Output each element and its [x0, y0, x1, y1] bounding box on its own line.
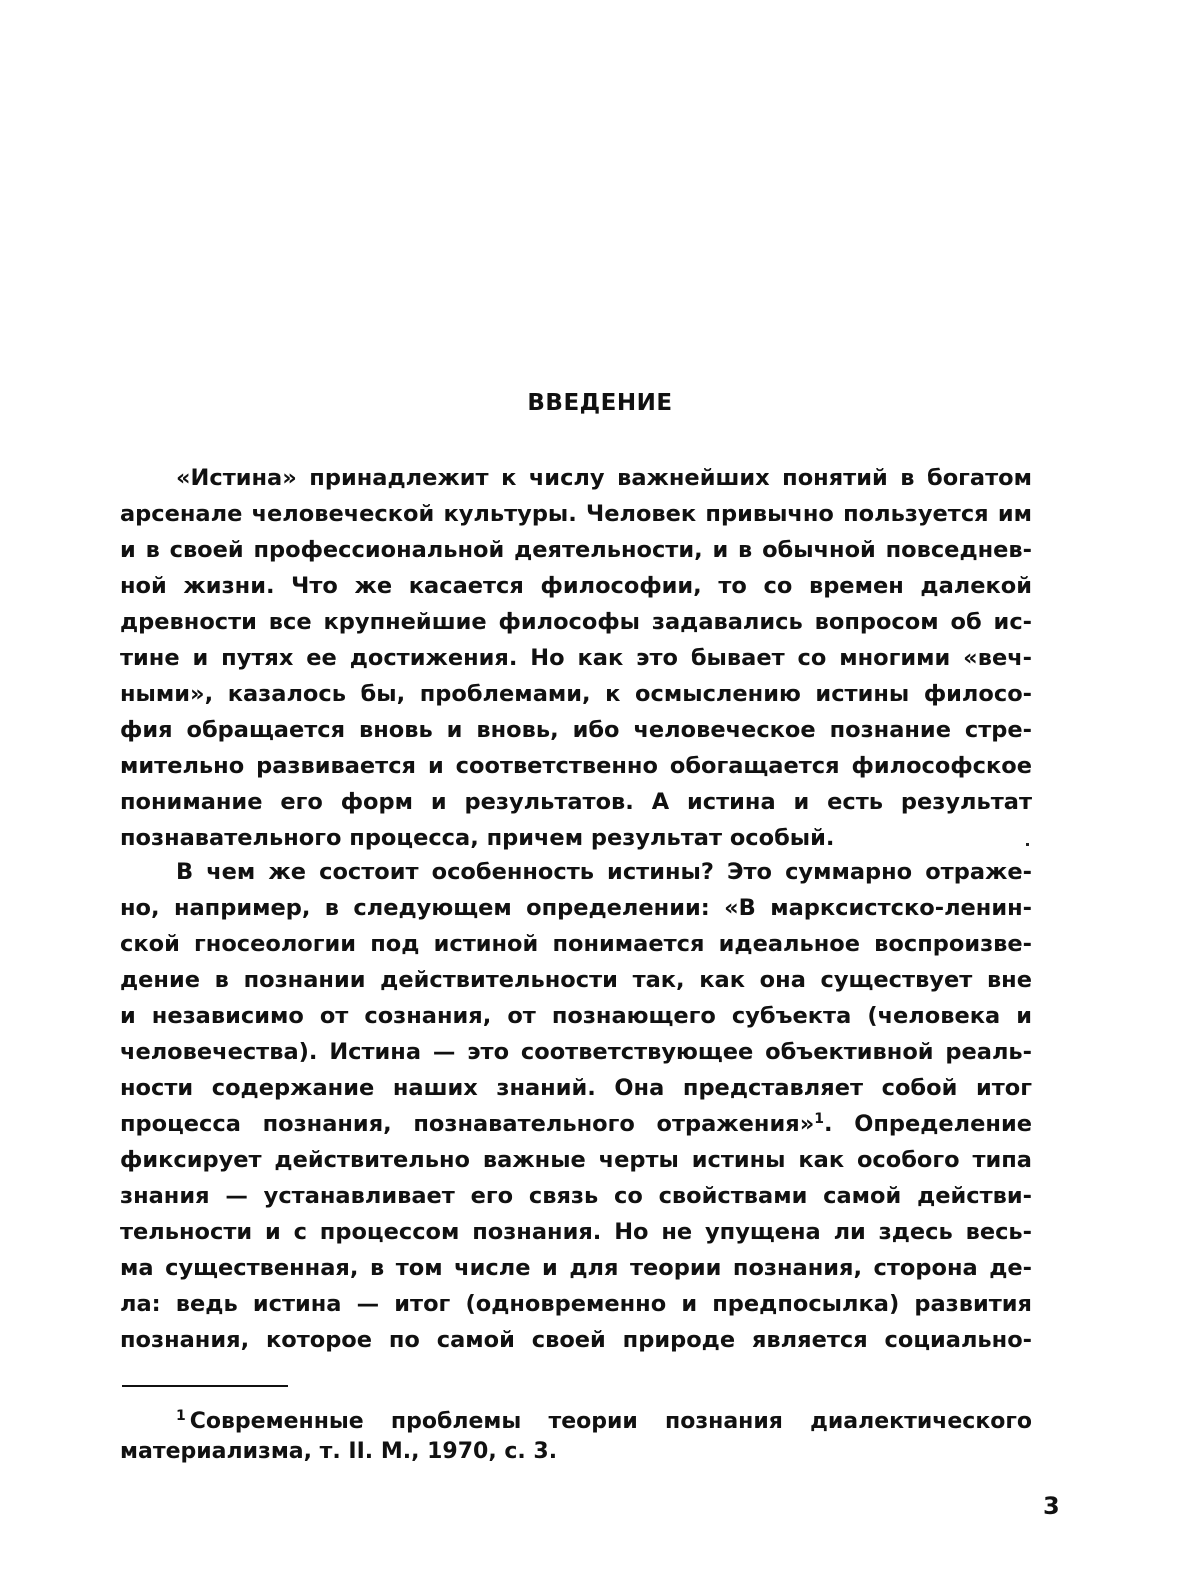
text-line: древности все крупнейшие философы задавались вопросом об ис- — [120, 609, 1032, 635]
text-line: и независимо от сознания, от познающего субъекта (человека и — [120, 1003, 1032, 1029]
text-line: «Истина» принадлежит к числу важнейших понятий в богатом — [176, 465, 1032, 491]
text-line: знания — устанавливает его связь со свойствами самой действи- — [120, 1183, 1032, 1209]
print-speck — [1026, 843, 1029, 846]
text-line: понимание его форм и результатов. А истина и есть результат — [120, 789, 1032, 815]
footnote-separator — [122, 1385, 288, 1387]
text-line: ности содержание наших знаний. Она представляет собой итог — [120, 1075, 1032, 1101]
footnote-text: Современные проблемы теории познания диалектического — [189, 1409, 1032, 1434]
text-line: ской гносеологии под истиной понимается идеальное воспроизве- — [120, 931, 1032, 957]
text-line: В чем же состоит особенность истины? Это суммарно отраже- — [176, 859, 1032, 885]
text-line: мительно развивается и соответственно обогащается философское — [120, 753, 1032, 779]
text-line: ма существенная, в том числе и для теории познания, сторона де- — [120, 1255, 1032, 1281]
text-line: познания, которое по самой своей природе является социально- — [120, 1327, 1032, 1353]
text-line: человечества). Истина — это соответствующее объективной реаль- — [120, 1039, 1032, 1065]
footnote-line: материализма, т. II. М., 1970, с. 3. — [120, 1439, 558, 1464]
text-line: фия обращается вновь и вновь, ибо человеческое познание стре- — [120, 717, 1032, 743]
text-line: ла: ведь истина — итог (одновременно и предпосылка) развития — [120, 1291, 1032, 1317]
text-line-with-footnote — [120, 1109, 1032, 1139]
page-number: 3 — [1043, 1492, 1060, 1520]
chapter-heading: ВВЕДЕНИЕ — [527, 390, 673, 416]
footnote-mark: 1 — [176, 1408, 186, 1424]
text-segment: . Определение — [823, 1111, 1032, 1137]
text-segment: процесса познания, познавательного отражения» — [120, 1111, 815, 1137]
text-line: тельности и с процессом познания. Но не упущена ли здесь весь- — [120, 1219, 1032, 1245]
text-line: фиксирует действительно важные черты истины как особого типа — [120, 1147, 1032, 1173]
text-line: познавательного процесса, причем результат особый. — [120, 825, 835, 851]
text-line: дение в познании действительности так, как она существует вне — [120, 967, 1032, 993]
text-line: тине и путях ее достижения. Но как это бывает со многими «веч- — [120, 645, 1032, 671]
text-line: ными», казалось бы, проблемами, к осмыслению истины филосо- — [120, 681, 1032, 707]
text-line: но, например, в следующем определении: «В марксистско-ленин- — [120, 895, 1032, 921]
text-line: арсенале человеческой культуры. Человек привычно пользуется им — [120, 501, 1032, 527]
footnote-line — [176, 1407, 1032, 1437]
text-line: ной жизни. Что же касается философии, то со времен далекой — [120, 573, 1032, 599]
footnote-reference[interactable]: 1 — [814, 1111, 824, 1127]
text-line: и в своей профессиональной деятельности, и в обычной повседнев- — [120, 537, 1032, 563]
